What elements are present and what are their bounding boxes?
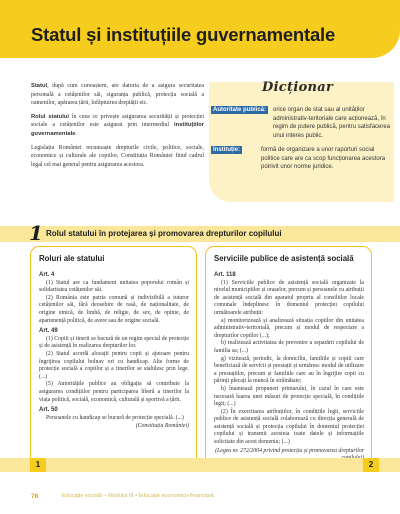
boxes-footer-bar [0,458,400,472]
article-paragraph: (1) Statul are ca fundament unitatea poporului român și solidaritatea cetățenilor săi. [39,279,189,294]
intro-bold-rol: Rolul statului [31,113,70,120]
dictionary-definition: orice organ de stat sau al unităților administrativ-teritoriale care acționează, în regim de putere publică, pentru satisfacerea unui interes public. [273,107,391,139]
dictionary-term: Autoritate publică: [213,107,267,113]
dictionary-box [209,82,394,202]
article-paragraph: g) vizitează, periodic, la domiciliu, familiile și copiii care beneficiază de servicii și prestații și urmăresc modul de utilizare a prestațiilor, precum și familiile care au în îngrijire copii cu părinți plecați la muncă în străinătate; [214,355,364,385]
intro-paragraph-3: Legislația României recunoaște drepturile civile, politice, sociale, economice și culturale ale copiilor, Constituția României fiind cadrul legal cel mai general pentru asigurarea acestora. [31,144,204,168]
dictionary-definition: formă de organizare a unor raporturi social politice care are ca scop funcționarea acestora potrivit unor norme juridice. [261,147,386,171]
article-paragraph: (2) România este patria comună și indivizibilă a tuturor cetățenilor săi, fără deosebire de rasă, de naționalitate, de origine etnică, de limbă, de religie, de sex, de opinie, de apartenență politică, de avere sau de origine socială. [39,294,189,324]
intro-bold-statul: Statul [31,83,48,89]
source-citation: (Legea nr. 272/2004 privind protecția și promovarea drepturilor [215,447,364,454]
section-title: Rolul statului în protejarea și promovarea drepturilor copilului [46,229,282,238]
box-roluri-statului [30,246,197,470]
intro-paragraph-1 [31,82,204,108]
intro-text-2a: în ceea ce privește asigurarea securității și protecției sociale a cetățenilor este asigurat prin intermediul [31,113,204,129]
article-paragraph: a) monitorizează și analizează situația copiilor din unitatea administrativ-teritorială, precum și modul de respectare a drepturilor copiilor (...); [214,317,364,339]
article-paragraph: (1) Copiii și tinerii se bucură de un regim special de protecție și de asistență în realizarea drepturilor lor. [39,335,189,350]
article-label: Art. 50 [39,407,58,414]
source-citation: (Constituția României) [135,423,189,430]
article-label: Art. 118 [214,272,236,278]
box-heading: Serviciile publice de asistență socială [214,254,354,263]
article-paragraph: (1) Serviciile publice de asistență socială organizate la nivelul municipiilor și orașelor, precum și persoanele cu atribuții de asistență socială din aparatul propriu al consiliilor locale comunale îndeplinesc în domeniul protecției copilului următoarele atribuții: [214,279,364,316]
running-title: Educație socială – Modulul III • Educație economico-financiară [62,493,214,499]
page-title: Statul și instituțiile guvernamentale [31,24,336,45]
intro-text-2b: . [75,130,77,137]
box-number-badge: 1 [30,458,46,472]
dictionary-title: Dicționar [262,80,334,95]
article-label: Art. 4 [39,272,55,278]
box-number-badge: 2 [363,458,379,472]
article-paragraph: (2) Statul acordă alocații pentru copii și ajutoare pentru îngrijirea copilului bolnav ori cu handicap. Alte forme de protecție socială a copiilor și a tinerilor se stabilesc prin lege. (...) [39,350,189,380]
box-servicii-publice [205,246,372,470]
article-paragraph: b) realizează activitatea de prevenire a separării copilului de familia sa; (...) [214,340,364,354]
article-paragraph: (5) Autoritățile publice au obligația să contribuie la asigurarea condițiilor pentru participarea liberă a tinerilor la viața politică, socială, economică, culturală și sportivă a țării. [39,381,189,403]
page-number: 76 [31,493,39,500]
section-number: 1 [29,221,43,245]
box-heading: Roluri ale statului [39,254,105,263]
box-body [39,269,189,431]
intro-text [31,82,204,174]
article-paragraph: (2) În exercitarea atribuțiilor, în condițiile legii, serviciile publice de asistență socială colaborează cu direcția generală de asistență socială și protecția copilului în domeniul protecției copilului și transmit acesteia toate datele și informațiile solicitate din acest domeniu; (...) [214,408,364,446]
intro-bold-institutii: instituțiilor guvernamentale [31,122,204,137]
box-body [214,269,364,463]
article-label: Art. 49 [39,328,58,335]
article-paragraph: h) înaintează propuneri primarului, în cazul în care este necesară luarea unei măsuri de protecție specială, în condițiile legii; (...) [214,385,364,408]
intro-paragraph-2 [31,113,204,139]
article-paragraph: Persoanele cu handicap se bucură de protecție specială. (...) [46,414,184,421]
dictionary-term: Instituție: [213,147,240,153]
intro-text-1: , după cum cunoaștem, are datoria de a asigura securitatea personală a cetățenilor săi, siguranța publică, protecția socială a oamenilor, apărarea țării, înfăptuirea dreptății etc. [31,83,204,107]
